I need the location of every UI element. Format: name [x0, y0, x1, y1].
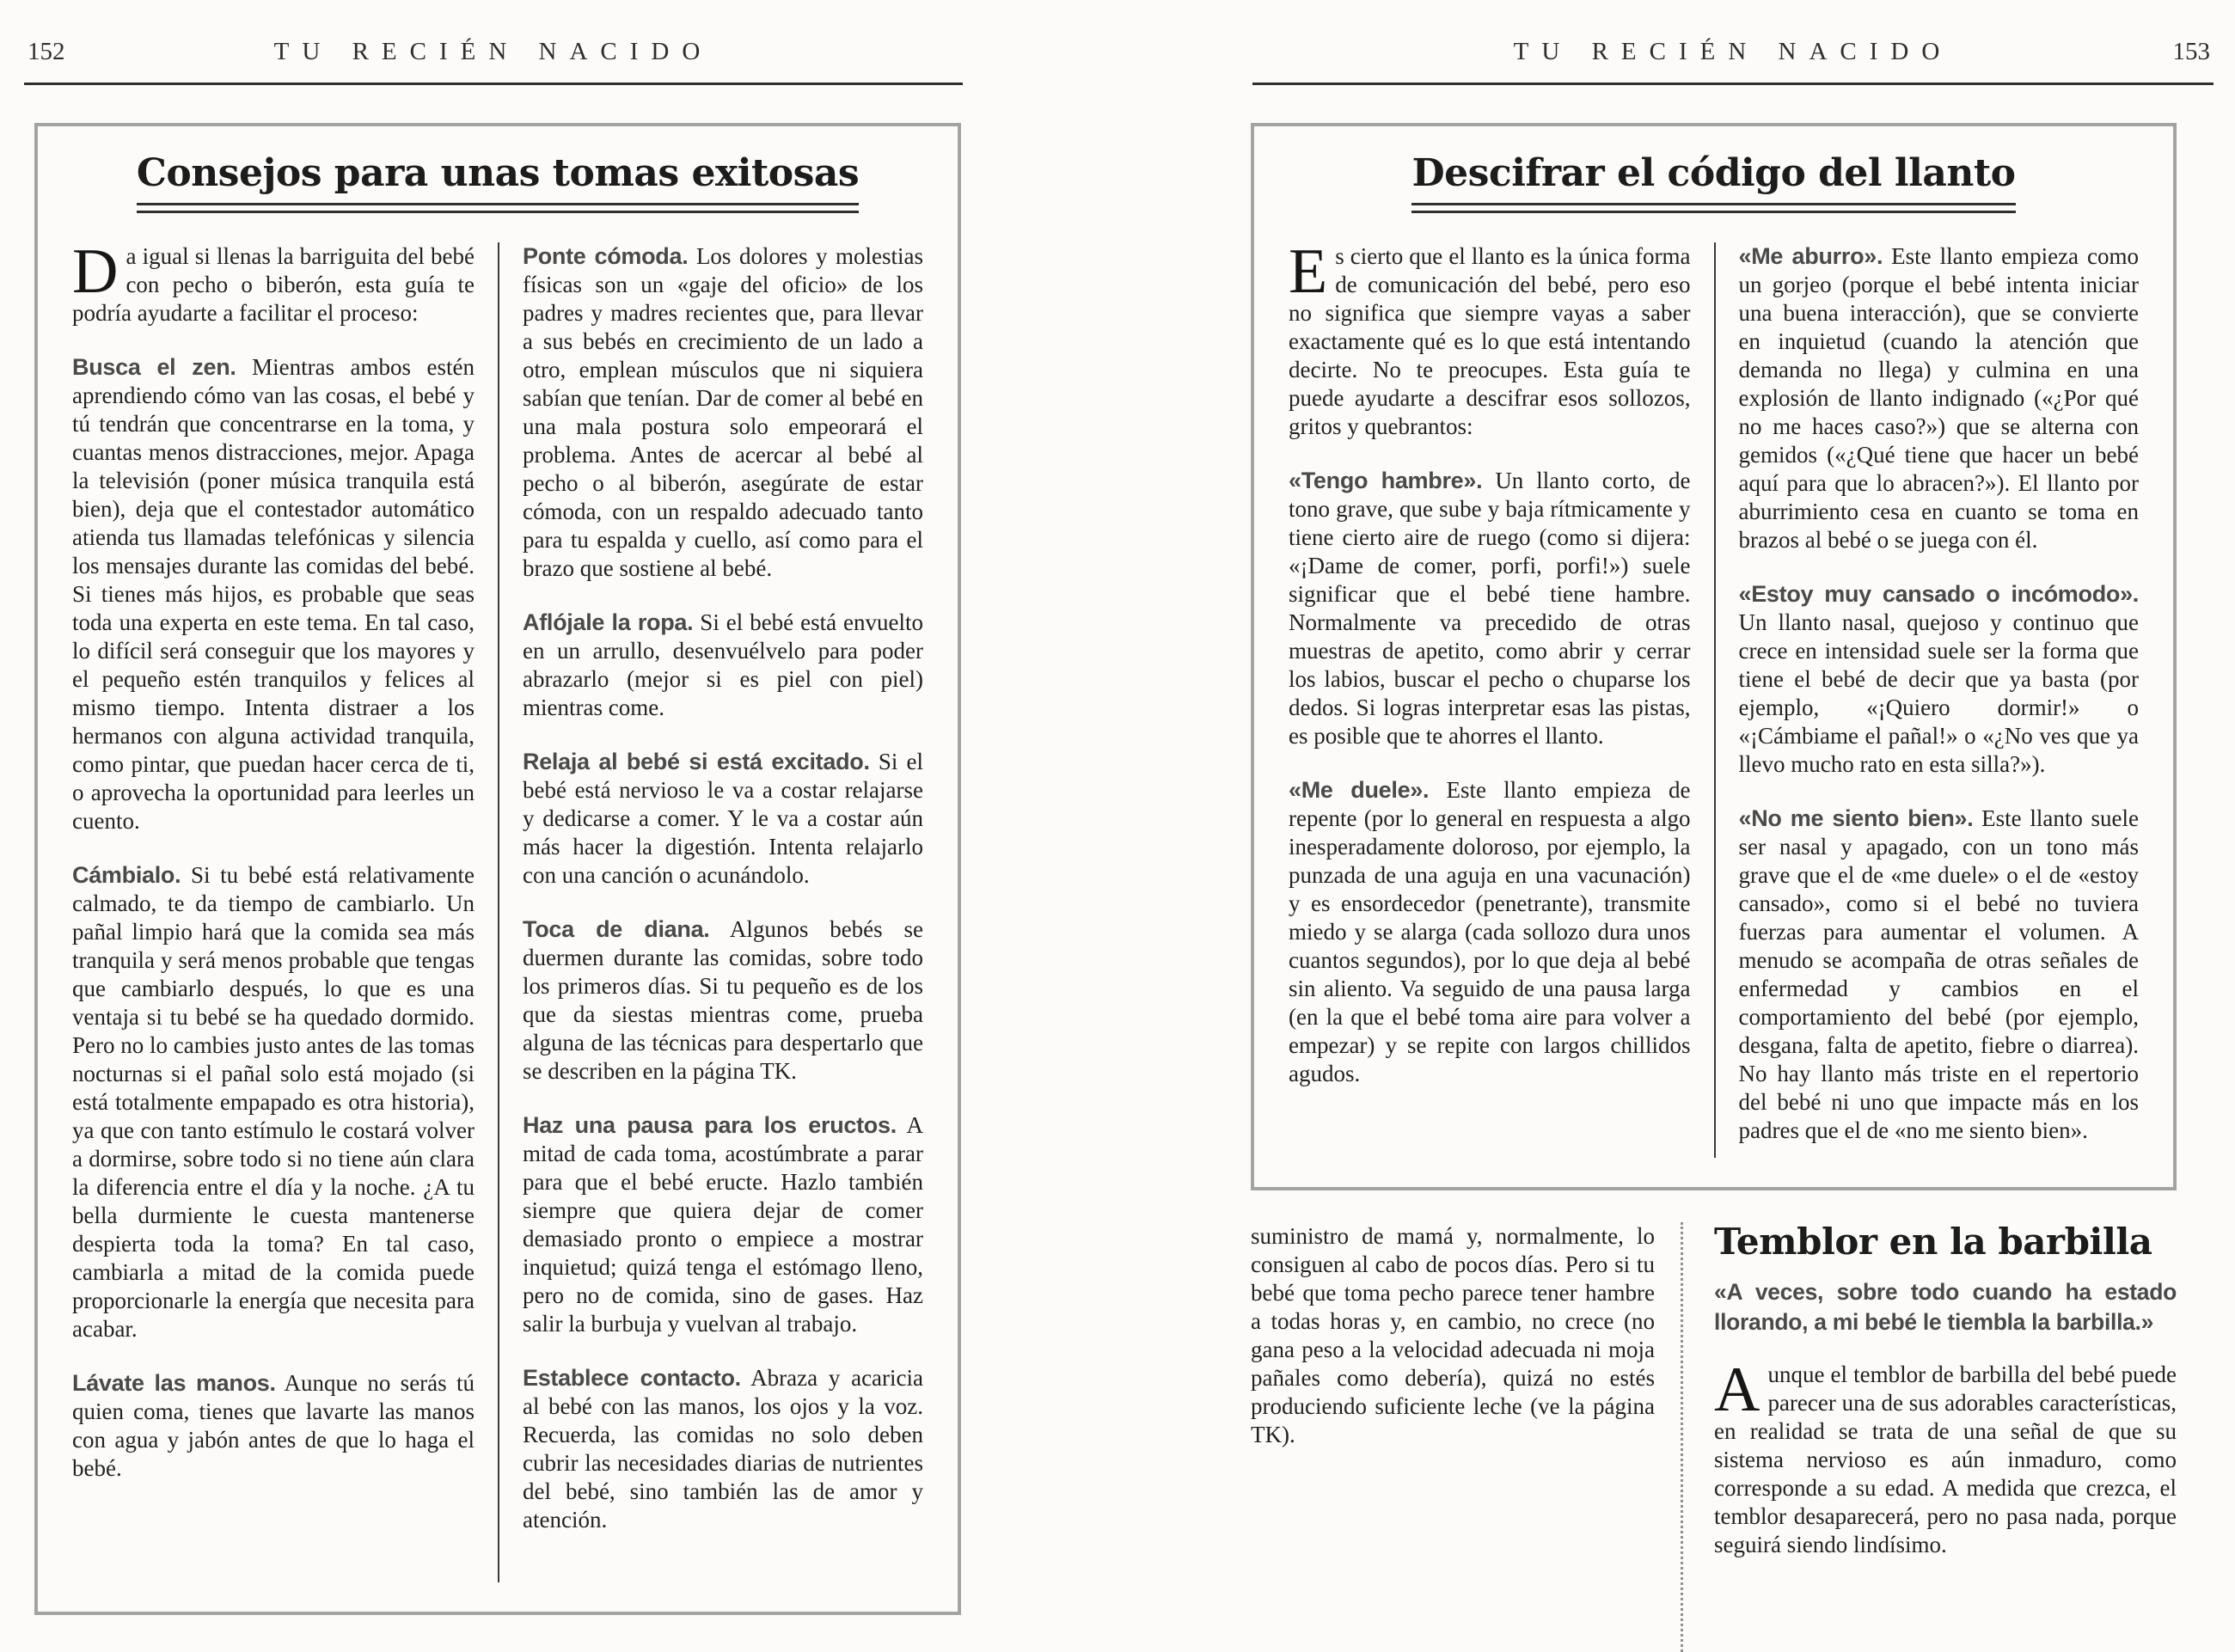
cry-entry	[1739, 580, 2140, 779]
cry-entry	[1739, 242, 2140, 554]
feeding-tips-column-1	[72, 236, 498, 1582]
tip-entry-head: Establece contacto.	[523, 1365, 741, 1392]
tip-entry-head: Haz una pausa para los eructos.	[523, 1112, 897, 1139]
crying-code-box	[1251, 123, 2177, 1190]
tip-entry-head: Busca el zen.	[72, 354, 236, 381]
tip-entry	[523, 915, 923, 1086]
cry-entry-head: «Me aburro».	[1738, 243, 1883, 270]
dropcap-letter: E	[1289, 236, 1328, 308]
tip-entry-text: A mitad de cada toma, acostúmbrate a parar para que el bebé eructe. Hazlo también siempre que quiera dejar de comer demasiado pronto o empiece a mostrar inquietud; quizá tenga el estómago lleno, pero no de comida, sino de gases. Haz salir la burbuja y vuelvan al trabajo.	[523, 1112, 923, 1337]
crying-code-title-rule	[1411, 203, 2015, 213]
tip-entry	[523, 242, 923, 583]
feeding-tips-column-2	[498, 242, 923, 1582]
feeding-tips-box	[34, 123, 961, 1615]
cry-entry	[1289, 467, 1691, 750]
crying-code-title: Descifrar el código del llanto	[1411, 151, 2016, 195]
tip-entry-head: Cámbialo.	[72, 862, 181, 889]
tip-entry-text: Abraza y acaricia al bebé con las manos, los ojos y la voz. Recuerda, las comidas no solo deben cubrir las necesidades diarias de nutrientes del bebé, sino también las de amor y atención.	[523, 1365, 924, 1533]
chin-trembling-title: Temblor en la barbilla	[1714, 1221, 2152, 1263]
feeding-tips-title-wrap	[72, 152, 923, 213]
tip-entry-head: Lávate las manos.	[72, 1370, 276, 1397]
dropcap-letter: A	[1714, 1355, 1760, 1426]
right-page-number: 153	[2172, 38, 2210, 65]
chin-trembling-text: unque el temblor de barbilla del bebé puede parecer una de sus adorables características, en realidad se trata de una señal de que su sistema nervioso es aún inmaduro, como corresponde a su edad. A medida que crezca, el temblor desaparecerá, pero no pasa nada, porque seguirá siendo lindísimo.	[1714, 1361, 2177, 1558]
intro-text: s cierto que el llanto es la única forma de comunicación del bebé, pero eso no significa que siempre vayas a saber exactamente qué es lo que está intentando decirte. No te preocupes. Esta guía te puede ayudarte a descifrar esos sollozos, gritos y quebrantos:	[1289, 243, 1691, 440]
cry-entry-head: «No me siento bien».	[1738, 805, 1974, 832]
tip-entry-text: Si el bebé está envuelto en un arrullo, desenvuélvelo para poder abrazarlo (mejor si es piel con piel) mientras come.	[523, 609, 924, 721]
crying-code-column-1	[1289, 236, 1714, 1158]
tip-entry-text: Si tu bebé está relativamente calmado, te da tiempo de cambiarlo. Un pañal limpio hará que la comida sea más tranquila y será menos probable que tengas que cambiarlo después, lo que es una ventaja si tu bebé se ha quedado dormido. Pero no lo cambies justo antes de las tomas nocturnas si el pañal solo está mojado (si está totalmente empapado es otra historia), ya que con tanto estímulo le costará volver a dormirse, sobre todo si no tiene aún clara la diferencia entre el día y la noche. ¿A tu bella durmiente le cuesta mantenerse despierta toda la toma? En tal caso, cambiarla a mitad de la comida puede proporcionarle la energía que necesita para acabar.	[72, 862, 475, 1343]
tip-entry-text: Aunque no serás tú quien coma, tienes que lavarte las manos con agua y jabón antes de que lo haga el bebé.	[72, 1370, 475, 1482]
tip-entry-text: Los dolores y molestias físicas son un «gaje del oficio» de los padres y madres recientes que, para llevar a sus bebés en crecimiento de un lado a otro, emplean músculos que ni siquiera sabían que tenían. Dar de comer al bebé en una mala postura solo empeorará el problema. Antes de acercar al bebé al pecho o al biberón, asegúrate de estar cómoda, con un respaldo adecuado tanto para tu espalda y cuello, así como para el brazo que sostiene al bebé.	[523, 243, 923, 582]
milk-supply-continuation	[1251, 1222, 1681, 1652]
feeding-tips-title-rule	[137, 203, 859, 213]
tip-entry-text: Si el bebé está nervioso le va a costar relajarse y dedicarse a comer. Y le va a costar aún más hacer la digestión. Intenta relajarlo con una canción o acunándolo.	[523, 749, 924, 889]
tip-entry	[523, 1364, 923, 1534]
tip-entry	[523, 609, 923, 722]
cry-entry-text: Un llanto nasal, quejoso y continuo que crece en intensidad suele ser la forma que tiene el bebé de decir que ya basta (por ejemplo, «¡Quiero dormir!» o «¡Cámbiame el pañal!» o «¿No ves que ya llevo mucho rato en esta silla?»).	[1738, 609, 2139, 778]
tip-entry	[72, 861, 475, 1343]
left-page-header	[24, 38, 963, 76]
tip-entry-head: Ponte cómoda.	[523, 243, 689, 270]
below-box-section	[1251, 1222, 2177, 1652]
tip-entry-text: Algunos bebés se duermen durante las comidas, sobre todo los primeros días. Si tu pequeño es de los que da siestas mientras come, prueba alguna de las técnicas para despertarlo que se describen en la página TK.	[523, 916, 923, 1085]
chin-trembling-quote: «A veces, sobre todo cuando ha estado llorando, a mi bebé le tiembla la barbilla.»	[1714, 1279, 2177, 1336]
dropcap-letter: D	[72, 236, 119, 308]
right-header-rule	[1252, 83, 2214, 85]
tip-entry	[72, 353, 475, 835]
tip-entry	[72, 1369, 475, 1483]
cry-entry	[1739, 805, 2140, 1145]
cry-entry-head: «Tengo hambre».	[1289, 468, 1483, 494]
tip-entry-text: Mientras ambos estén aprendiendo cómo van las cosas, el bebé y tú tendrán que concentrarse en la toma, y cuantas menos distracciones, mejor. Apaga la televisión (poner música tranquila está bien), deja que el contestador automático atienda tus llamadas telefónicas y silencia los mensajes durante las comidas del bebé. Si tienes más hijos, es probable que seas toda una experta en este tema. En tal caso, lo difícil será conseguir que los mayores y el pequeño estén tranquilos y felices al mismo tiempo. Intenta distraer a los hermanos con alguna actividad tranquila, como pintar, que puedan hacer cerca de ti, o aprovecha la oportunidad para leerles un cuento.	[72, 354, 475, 835]
feeding-tips-columns	[72, 236, 924, 1582]
intro-text: a igual si llenas la barriguita del bebé con pecho o biberón, esta guía te podría ayudarte a facilitar el proceso:	[72, 243, 475, 327]
left-running-title: TU RECIÉN NACIDO	[273, 38, 713, 65]
right-running-title: TU RECIÉN NACIDO	[1513, 38, 1953, 65]
intro-paragraph	[72, 236, 475, 327]
cry-entry-text: Este llanto suele ser nasal y apagado, con un tono más grave que el de «me duele» o el de «estoy cansado», como si el bebé no tuviera fuerzas para aumentar el volumen. A menudo se acompaña de otras señales de enfermedad y cambios en el comportamiento del bebé (por ejemplo, desgana, falta de apetito, fiebre o diarrea). No hay llanto más triste en el repertorio del bebé ni uno que impacte más en los padres que el de «no me siento bien».	[1738, 805, 2139, 1144]
chin-trembling-body	[1714, 1355, 2177, 1559]
crying-code-title-wrap	[1289, 152, 2139, 213]
cry-entry-head: «Me duele».	[1289, 777, 1430, 804]
cry-entry-text: Un llanto corto, de tono grave, que sube y baja rítmicamente y tiene cierto aire de ruego (como si dijera: «¡Dame de comer, porfi, porfi!») suele significar que el bebé tiene hambre. Normalmente va precedido de otras muestras de apetito, como abrir y cerrar los labios, buscar el pecho o chuparse los dedos. Si logras interpretar esas las pistas, es posible que te ahorres el llanto.	[1289, 468, 1691, 750]
tip-entry-head: Relaja al bebé si está excitado.	[523, 749, 870, 775]
right-page-header	[1252, 38, 2214, 76]
cry-entry-text: Este llanto empieza como un gorjeo (porque el bebé intenta iniciar una buena interacción), que se convierte en inquietud (cuando la atención que demanda no llega) y culmina en una explosión de llanto indignado («¿Por qué no me haces caso?») que se alterna con gemidos («¿Qué tiene que hacer un bebé aquí para que lo abracen?»). El llanto por aburrimiento cesa en cuanto se toma en brazos al bebé o se juega con él.	[1738, 243, 2140, 554]
cry-entry	[1289, 776, 1691, 1088]
crying-code-column-2	[1714, 242, 2140, 1158]
cry-entry-text: Este llanto empieza de repente (por lo general en respuesta a algo inesperadamente doloroso, por ejemplo, la punzada de una aguja en una vacunación) y es ensordecedor (penetrante), transmite miedo y se alarga (cada sollozo dura unos cuantos segundos), por lo que deja al bebé sin aliento. Va seguido de una pausa larga (en la que el bebé toma aire para volver a empezar) y se repite con largos chillidos agudos.	[1289, 777, 1691, 1087]
tip-entry	[523, 1111, 923, 1338]
chin-trembling-section	[1681, 1222, 2177, 1652]
crying-code-columns	[1289, 236, 2140, 1158]
left-page-number: 152	[28, 38, 65, 65]
feeding-tips-title: Consejos para unas tomas exitosas	[136, 151, 860, 195]
continuation-text: suministro de mamá y, normalmente, lo consiguen al cabo de pocos días. Pero si tu bebé que toma pecho parece tener hambre a todas horas y, en cambio, no crece (no gana peso a la velocidad adecuada ni moja pañales como debería), quizá no estés produciendo suficiente leche (ve la página TK).	[1251, 1223, 1655, 1447]
tip-entry-head: Toca de diana.	[523, 916, 710, 943]
left-header-rule	[24, 83, 963, 85]
tip-entry-head: Aflójale la ropa.	[523, 609, 694, 636]
cry-entry-head: «Estoy muy cansado o incómodo».	[1738, 581, 2139, 608]
intro-paragraph	[1289, 236, 1691, 441]
tip-entry	[523, 748, 923, 890]
